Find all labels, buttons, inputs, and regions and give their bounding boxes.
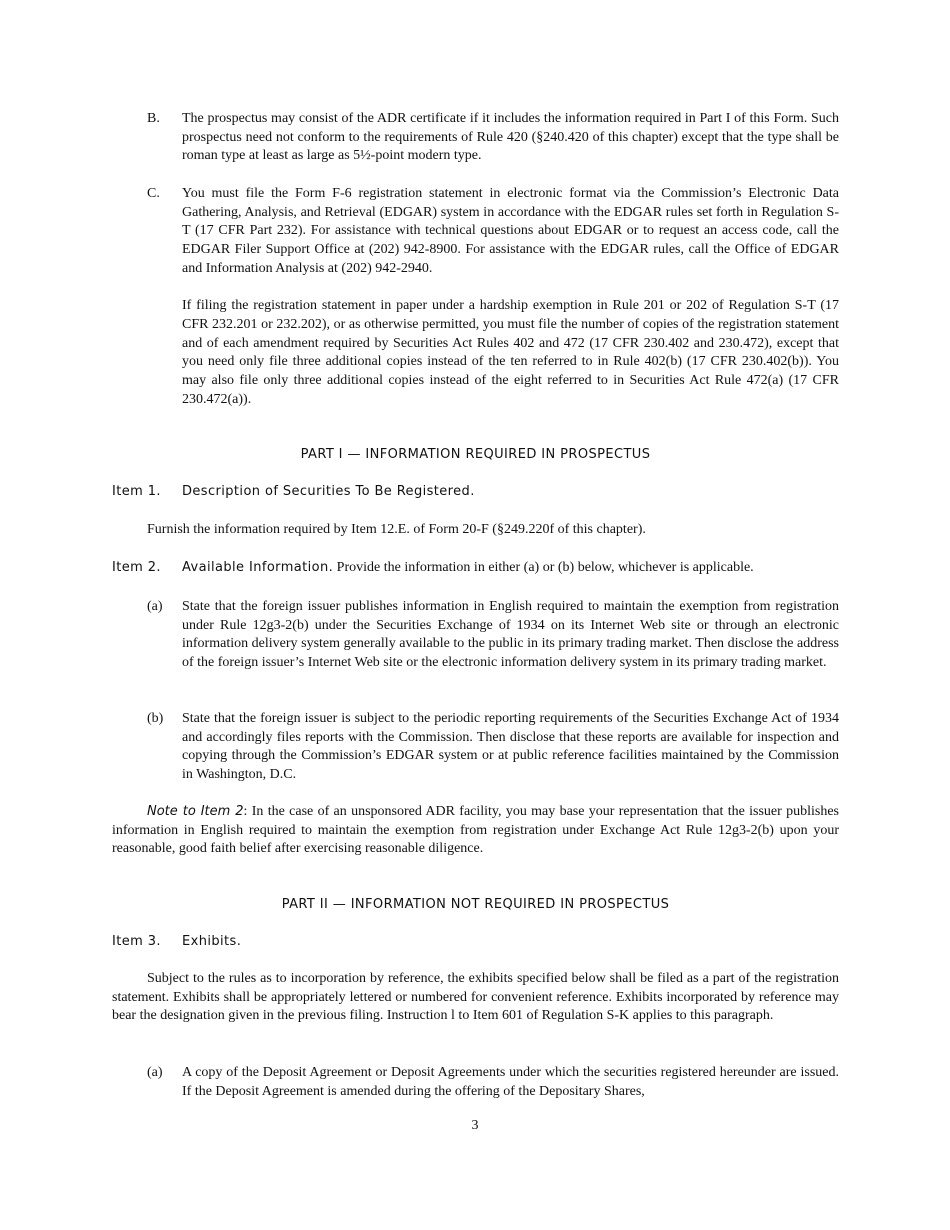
item-2-b-label: (b) <box>147 711 164 726</box>
item-3-a-text: A copy of the Deposit Agreement or Deposit Agreements under which the securities registered hereunder are issued. If the Deposit Agreement is amended during the offering of the Depositary Shares, <box>182 1065 839 1099</box>
item-2-note <box>112 803 839 859</box>
item-2-option-a <box>147 598 839 673</box>
item-3-heading <box>112 933 839 952</box>
instruction-c-text: You must file the Form F-6 registration statement in electronic format via the Commission’s Electronic Data Gathering, Analysis, and Retrieval (EDGAR) system in accordance with the EDGAR rules set forth in Regulation S-T (17 CFR Part 232). For assistance with technical questions about EDGAR or to request an access code, call the EDGAR Filer Support Office at (202) 942-8900. For assistance with the EDGAR rules, call the Office of EDGAR and Information Analysis at (202) 942-2940. <box>182 186 839 276</box>
item-2-b-text: State that the foreign issuer is subject to the periodic reporting requirements of the Securities Exchange Act of 1934 and accordingly files reports with the Commission. Then disclose that these reports are available for inspection and copying through the Commission’s EDGAR system or at public reference facilities maintained by the Commission in Washington, D.C. <box>182 711 839 783</box>
item-3-title: Exhibits. <box>182 934 242 949</box>
item-3-number: Item 3. <box>112 934 161 949</box>
instruction-b <box>147 110 839 166</box>
item-1-body: Furnish the information required by Item 12.E. of Form 20-F (§249.220f of this chapter). <box>147 522 646 537</box>
instruction-c <box>147 185 839 409</box>
instruction-b-text: The prospectus may consist of the ADR certificate if it includes the information required in Part I of this Form. Such prospectus need not conform to the requirements of Rule 420 (§240.420 of this chapter) except that the type shall be roman type at least as large as 5½-point modern type. <box>182 111 839 164</box>
item-2-note-text: : In the case of an unsponsored ADR facility, you may base your representation that the issuer publishes information in English required to maintain the exemption from registration under Exchange Act Rule 12g3-2(b) upon your reasonable, good faith belief after exercising reasonable diligence. <box>112 804 839 857</box>
instruction-c-text2: If filing the registration statement in paper under a hardship exemption in Rule 201 or 202 of Regulation S-T (17 CFR 232.201 or 232.202), or as otherwise permitted, you must file the number of copies of the registration statement and of each amendment required by Securities Act Rules 402 and 472 (17 CFR 230.402 and 230.472), except that you need only file three additional copies instead of the ten referred to in Rule 402(b) (17 CFR 230.402(b)). You may also file only three additional copies instead of the eight referred to in Securities Act Rule 472(a) (17 CFR 230.472(a)). <box>182 298 839 407</box>
item-2-title: Available Information. <box>182 560 334 575</box>
page-number: 3 <box>471 1118 479 1133</box>
part-2-heading: PART II — INFORMATION NOT REQUIRED IN PROSPECTUS <box>281 897 670 912</box>
item-3-option-a <box>147 1064 839 1101</box>
item-2-note-label: Note to Item 2 <box>147 804 244 819</box>
item-2-a-text: State that the foreign issuer publishes information in English required to maintain the exemption from registration under Rule 12g3-2(b) under the Securities Exchange of 1934 on its Internet Web site or through an electronic information delivery system generally available to the public in its primary trading market. Then disclose the address of the foreign issuer’s Internet Web site or the electronic information delivery system in its primary trading market. <box>182 599 839 671</box>
item-2-a-label: (a) <box>147 599 163 614</box>
item-3-a-label: (a) <box>147 1065 163 1080</box>
item-2-number: Item 2. <box>112 560 161 575</box>
item-1-heading <box>112 483 839 502</box>
instruction-c-label: C. <box>147 186 160 201</box>
item-2-intro: Provide the information in either (a) or (b) below, whichever is applicable. <box>333 560 754 575</box>
item-2-option-b <box>147 710 839 785</box>
item-1-title: Description of Securities To Be Registered. <box>182 484 475 499</box>
item-1-number: Item 1. <box>112 484 161 499</box>
part-1-heading: PART I — INFORMATION REQUIRED IN PROSPECTUS <box>300 447 651 462</box>
item-3-body: Subject to the rules as to incorporation by reference, the exhibits specified below shall be filed as a part of the registration statement. Exhibits shall be appropriately lettered or numbered for convenient reference. Exhibits incorporated by reference may bear the designation given in the previous filing. Instruction l to Item 601 of Regulation S-K applies to this paragraph. <box>112 971 839 1024</box>
item-2-heading <box>112 559 839 578</box>
instruction-b-label: B. <box>147 111 160 126</box>
